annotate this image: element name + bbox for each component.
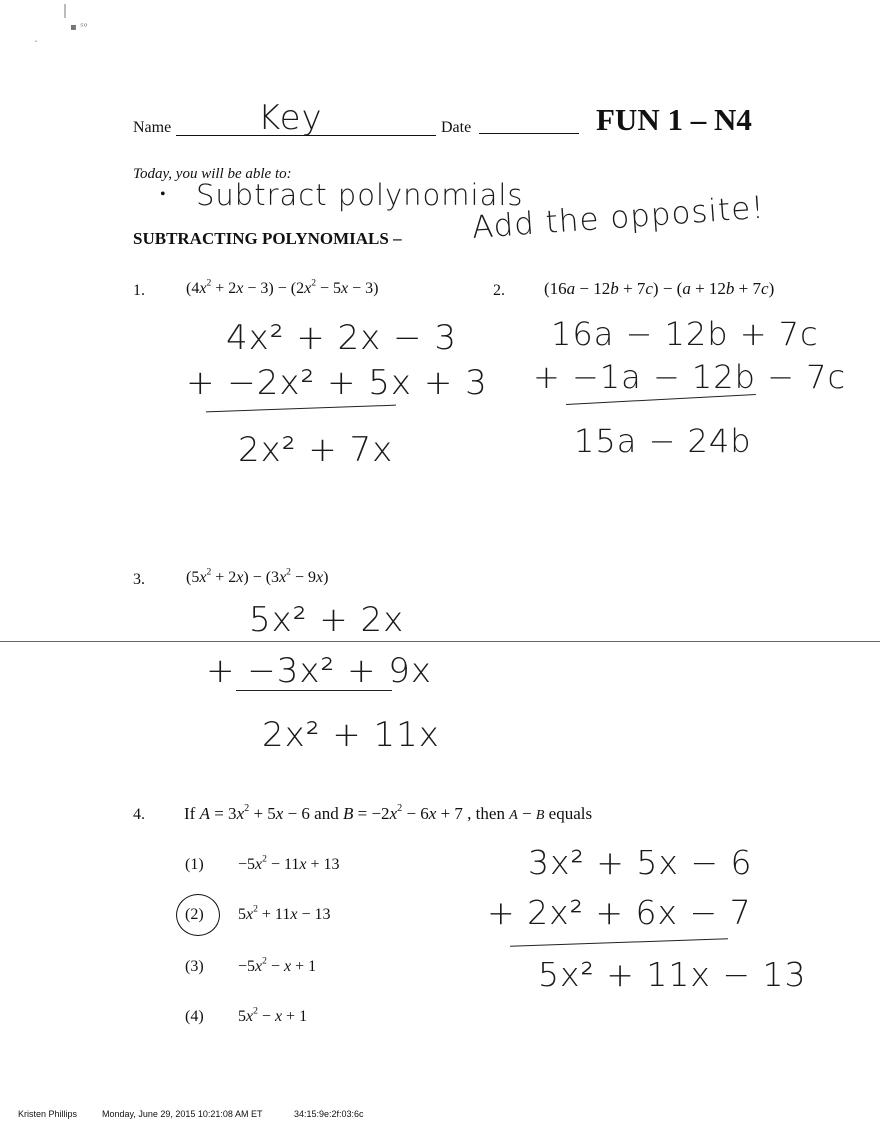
problem-expression: $(4x^2 + 2x - 3) - (2x^2 - 5x - 3)$ [186,277,379,297]
work-line: 3x² + 5x − 6 [528,843,753,882]
sum-rule [206,405,396,413]
footer-author: Kristen Phillips [18,1109,78,1119]
problem-number: 3. [133,571,145,588]
objective-item: Subtract polynomials [196,178,524,212]
choice-label[interactable]: (2) [185,906,204,923]
work-answer: 2x² + 11x [262,715,440,755]
bullet-icon: • [160,186,166,203]
choice-expression: $-5x^2 - x + 1$ [238,955,317,975]
work-answer: 15a − 24b [574,422,752,460]
work-answer: 2x² + 7x [238,430,394,470]
work-line: + −1a − 12b − 7c [533,358,847,396]
problem-number: 2. [493,282,505,299]
date-label: Date [441,119,472,136]
name-value: Key [258,98,323,138]
objectives-intro: Today, you will be able to: [133,166,292,182]
work-line: + 2x² + 6x − 7 [487,893,752,932]
work-line: + −3x² + 9x [206,651,433,691]
choice-label[interactable]: (3) [185,958,204,975]
section-heading: SUBTRACTING POLYNOMIALS – [133,229,402,248]
choice-label[interactable]: (4) [185,1008,204,1025]
footer-timestamp: Monday, June 29, 2015 10:21:08 AM ET [102,1109,263,1119]
work-line: 4x² + 2x − 3 [226,318,457,358]
choice-expression: $5x^2 - x + 1$ [238,1005,308,1025]
work-line: 16a − 12b + 7c [551,315,819,353]
problem-statement: If $A = 3x^2 + 5x - 6$ and $B = -2x^2 - 6x + 7$ , then A − B equals [184,802,593,823]
work-answer: 5x² + 11x − 13 [538,955,807,994]
problem-number: 4. [133,806,145,823]
problem-expression: $(5x^2 + 2x) - (3x^2 - 9x)$ [186,566,329,586]
work-line: 5x² + 2x [249,600,405,640]
choice-expression: $-5x^2 - 11x + 13$ [238,853,340,873]
scan-speck [64,4,66,18]
sum-rule [510,938,728,947]
work-line: + −2x² + 5x + 3 [186,363,488,403]
choice-expression: $5x^2 + 11x - 13$ [238,903,331,923]
section-note: Add the opposite! [470,189,766,246]
problem-expression: (16a − 12b + 7c) − (a + 12b + 7c) [544,279,775,298]
footer-id: 34:15:9e:2f:03:6c [294,1109,364,1119]
sum-rule [236,690,392,691]
date-field[interactable] [479,133,579,134]
problem-number: 1. [133,282,145,299]
scan-speck: ▪ ˢᵒ [70,22,88,33]
choice-label[interactable]: (1) [185,856,204,873]
page-title: FUN 1 – N4 [596,102,752,137]
scan-fold-line [0,641,880,642]
scan-speck: ˇ [34,40,38,49]
name-label: Name [133,119,172,136]
